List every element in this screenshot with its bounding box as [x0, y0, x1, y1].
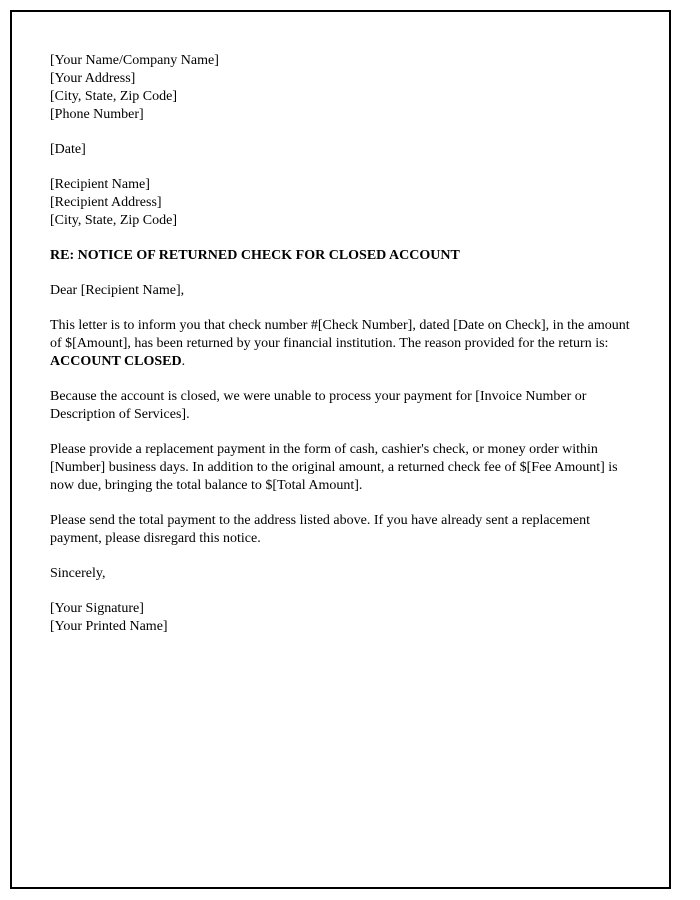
letter-content [12, 12, 669, 636]
paragraph-returned-check [50, 317, 639, 371]
letter-page [10, 10, 671, 889]
subject-line: RE: NOTICE OF RETURNED CHECK FOR CLOSED ACCOUNT [50, 248, 460, 263]
printed-name-placeholder: [Your Printed Name] [50, 619, 168, 634]
sender-address: [Your Address] [50, 71, 136, 86]
signature-placeholder: [Your Signature] [50, 601, 144, 616]
paragraph-replacement-payment: Please provide a replacement payment in the form of cash, cashier's check, or money order within [Number] business days. In addition to the original amount, a returned check fee of $[Fee Amount] is now due, bringing the total balance to $[Total Amount]. [50, 442, 618, 493]
recipient-block [50, 176, 639, 230]
sender-phone: [Phone Number] [50, 107, 144, 122]
recipient-address: [Recipient Address] [50, 195, 162, 210]
signature-block [50, 600, 639, 636]
sender-name: [Your Name/Company Name] [50, 53, 219, 68]
paragraph-returned-check-period: . [181, 354, 186, 369]
recipient-city-state-zip: [City, State, Zip Code] [50, 213, 178, 228]
paragraph-returned-check-text: This letter is to inform you that check number #[Check Number], dated [Date on Check], in the amount of $[Amount], has been returned by your financial institution. The reason provided for the return is: [50, 318, 630, 351]
sender-block [50, 52, 639, 124]
account-closed-emphasis: ACCOUNT CLOSED [50, 354, 182, 369]
closing: Sincerely, [50, 566, 106, 581]
paragraph-unable-to-process: Because the account is closed, we were unable to process your payment for [Invoice Number or Description of Services]. [50, 389, 587, 422]
salutation: Dear [Recipient Name], [50, 283, 185, 298]
recipient-name: [Recipient Name] [50, 177, 150, 192]
date-line: [Date] [50, 142, 86, 157]
paragraph-send-payment: Please send the total payment to the address listed above. If you have already sent a replacement payment, please disregard this notice. [50, 513, 590, 546]
sender-city-state-zip: [City, State, Zip Code] [50, 89, 178, 104]
